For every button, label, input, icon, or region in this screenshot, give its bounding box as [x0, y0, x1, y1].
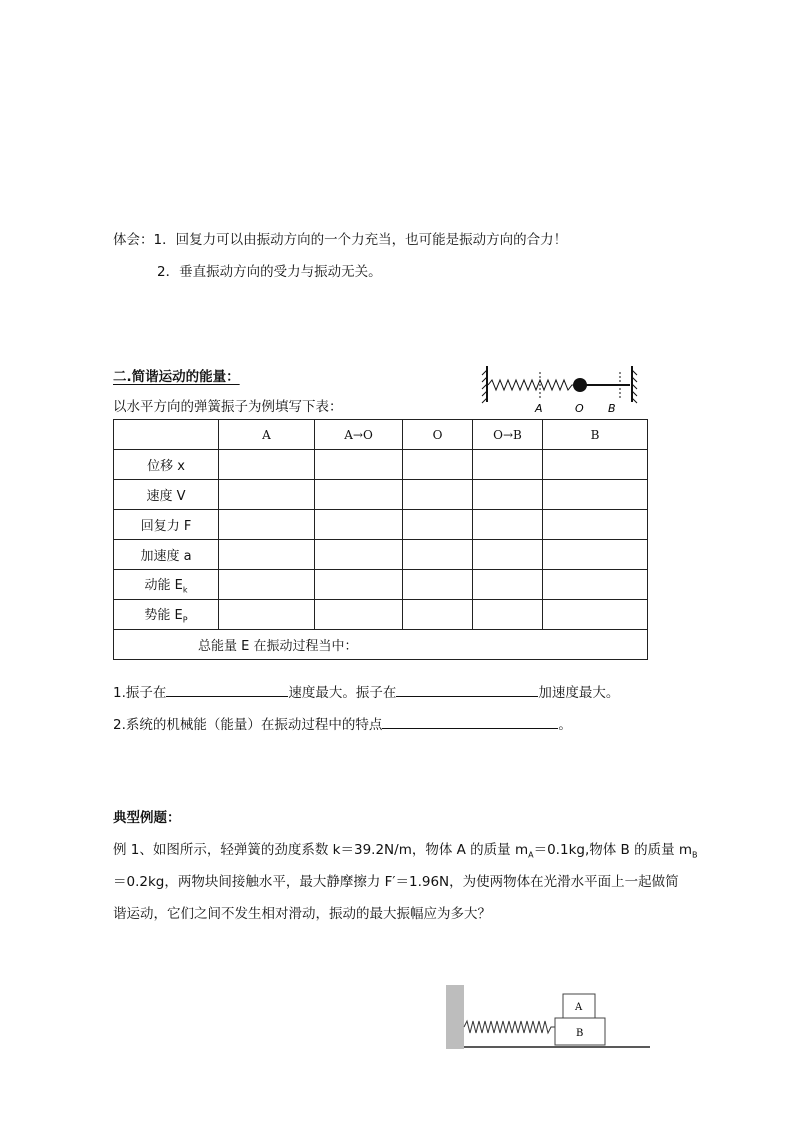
table-row [114, 510, 648, 540]
row-label: 加速度 a [114, 540, 219, 570]
row-label-sub: k [182, 585, 188, 595]
row-label: 速度 V [114, 480, 219, 510]
blank-cell[interactable] [403, 480, 473, 510]
blank-cell[interactable] [543, 510, 648, 540]
spring-blocks-diagram [446, 985, 652, 1051]
blank-cell[interactable] [219, 510, 315, 540]
tihui-line-1: 体会：1．回复力可以由振动方向的一个力充当，也可能是振动方向的合力！ [113, 232, 568, 248]
blank-cell[interactable] [315, 450, 403, 480]
row-label-sub: P [182, 615, 188, 625]
blank-cell[interactable] [219, 600, 315, 630]
blank-cell[interactable] [403, 450, 473, 480]
header-cell: B [543, 420, 648, 450]
table-header-row [114, 420, 648, 450]
table-total-row [114, 630, 648, 660]
row-label: 位移 x [114, 450, 219, 480]
energy-table [113, 419, 648, 660]
q1-text-a: 1.振子在 [113, 685, 167, 701]
example-1-line-3: 谐运动，它们之间不发生相对滑动，振动的最大振幅应为多大？ [113, 906, 491, 922]
blank-cell[interactable] [315, 540, 403, 570]
row-label [114, 570, 219, 600]
table-row [114, 480, 648, 510]
q2-text-a: 2.系统的机械能（能量）在振动过程中的特点 [113, 717, 383, 733]
blank-cell[interactable] [315, 570, 403, 600]
ex1-sub-b: B [692, 850, 698, 860]
blank-cell[interactable] [219, 450, 315, 480]
ex1-text-b: ＝0.1kg,物体 B 的质量 m [533, 842, 693, 858]
table-row [114, 540, 648, 570]
blank-cell[interactable] [543, 570, 648, 600]
blank-cell[interactable] [403, 600, 473, 630]
blank-cell[interactable] [315, 600, 403, 630]
blank-cell[interactable] [473, 600, 543, 630]
blank-cell[interactable] [543, 480, 648, 510]
q1-blank-2[interactable] [396, 682, 538, 697]
spring-oscillator-diagram [480, 364, 640, 416]
left-wall [482, 366, 487, 403]
header-cell: A→O [315, 420, 403, 450]
row-label: 回复力 F [114, 510, 219, 540]
block-a-label: A [575, 1002, 583, 1013]
header-cell: O [403, 420, 473, 450]
section-title-energy: 二.简谐运动的能量： [113, 369, 240, 385]
q2-blank[interactable] [382, 714, 558, 729]
blank-cell[interactable] [543, 540, 648, 570]
tihui-line-2: 2．垂直振动方向的受力与振动无关。 [157, 264, 382, 280]
blank-cell[interactable] [543, 600, 648, 630]
spring-zigzag [464, 1021, 555, 1033]
row-label-main: 动能 E [144, 578, 183, 594]
label-b: B [608, 402, 616, 415]
blank-cell[interactable] [543, 450, 648, 480]
row-label [114, 600, 219, 630]
example-1-line-2: ＝0.2kg，两物块间接触水平，最大静摩擦力 F′＝1.96N，为使两物体在光滑水平面上一起做简 [113, 874, 679, 890]
spring-zigzag [488, 380, 576, 390]
examples-title: 典型例题： [113, 810, 181, 826]
block-b-label: B [576, 1028, 584, 1039]
header-cell: A [219, 420, 315, 450]
table-row [114, 450, 648, 480]
question-2 [113, 713, 572, 733]
question-1 [113, 681, 619, 701]
q1-text-b: 速度最大。振子在 [288, 685, 397, 701]
example-1-line-1 [113, 838, 698, 860]
total-energy-cell[interactable]: 总能量 E 在振动过程当中： [114, 630, 648, 660]
blank-cell[interactable] [473, 540, 543, 570]
right-wall [632, 366, 637, 403]
blank-cell[interactable] [219, 540, 315, 570]
blank-cell[interactable] [473, 480, 543, 510]
blank-cell[interactable] [219, 570, 315, 600]
ball [573, 378, 587, 392]
label-o: O [575, 402, 584, 415]
header-cell: O→B [473, 420, 543, 450]
row-label-main: 势能 E [144, 608, 183, 624]
q2-text-b: 。 [558, 717, 572, 733]
ex1-text-a: 例 1、如图所示，轻弹簧的劲度系数 k＝39.2N/m，物体 A 的质量 m [113, 842, 529, 858]
q1-blank-1[interactable] [166, 682, 288, 697]
blank-cell[interactable] [473, 510, 543, 540]
blank-cell[interactable] [473, 450, 543, 480]
blank-cell[interactable] [315, 510, 403, 540]
blank-cell[interactable] [315, 480, 403, 510]
blank-cell[interactable] [403, 540, 473, 570]
table-row [114, 600, 648, 630]
header-cell [114, 420, 219, 450]
wall [446, 985, 464, 1049]
blank-cell[interactable] [403, 570, 473, 600]
table-row [114, 570, 648, 600]
blank-cell[interactable] [219, 480, 315, 510]
label-a: A [535, 402, 543, 415]
ex1-sub-a: A [528, 850, 534, 860]
blank-cell[interactable] [403, 510, 473, 540]
blank-cell[interactable] [473, 570, 543, 600]
q1-text-c: 加速度最大。 [538, 685, 620, 701]
section-intro: 以水平方向的弹簧振子为例填写下表： [113, 399, 343, 415]
